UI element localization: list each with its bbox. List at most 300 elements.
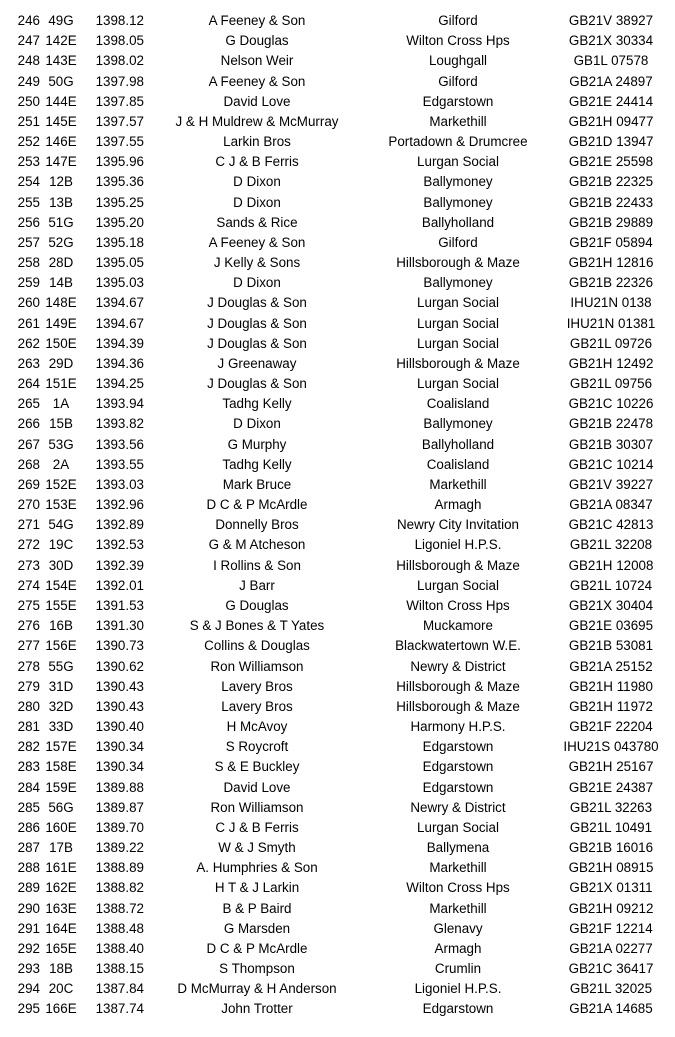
- ring-number: GB21A 14685: [569, 1001, 653, 1017]
- table-row: [0, 132, 675, 152]
- position: 286: [17, 819, 40, 835]
- ring-number: GB21A 02277: [569, 940, 653, 956]
- ring-number: GB21H 08915: [568, 860, 654, 876]
- velocity: 1393.94: [95, 396, 144, 412]
- ring-number: GB21B 16016: [568, 840, 654, 856]
- position: 287: [17, 840, 40, 856]
- fancier-name: A Feeney & Son: [208, 13, 306, 28]
- club-name: Hillsborough & Maze: [396, 255, 520, 271]
- table-row: [0, 152, 675, 172]
- position: 277: [17, 638, 40, 654]
- fancier-name: D McMurray & H Anderson: [177, 981, 337, 997]
- fancier-name: G Douglas: [225, 33, 289, 49]
- position: 269: [17, 476, 40, 492]
- section-code: 150E: [45, 335, 77, 351]
- table-row: [0, 717, 675, 737]
- fancier-name: Nelson Weir: [220, 53, 294, 69]
- fancier-name: John Trotter: [221, 1001, 293, 1017]
- ring-number: GB21D 13947: [568, 134, 654, 150]
- section-code: 1A: [52, 396, 70, 412]
- ring-number: GB21C 10214: [568, 456, 654, 472]
- section-code: 144E: [45, 93, 77, 109]
- fancier-name: J Barr: [239, 577, 275, 593]
- velocity: 1395.05: [95, 255, 144, 271]
- section-code: 158E: [45, 759, 77, 775]
- section-code: 14B: [49, 275, 73, 291]
- club-name: Ligoniel H.P.S.: [414, 981, 502, 997]
- velocity: 1395.36: [95, 174, 144, 190]
- velocity: 1390.73: [95, 638, 144, 654]
- ring-number: GB21B 30307: [568, 436, 654, 452]
- velocity: 1391.30: [95, 618, 144, 634]
- club-name: Edgarstown: [422, 739, 494, 755]
- position: 266: [17, 416, 40, 432]
- section-code: 18B: [49, 961, 73, 977]
- position: 281: [17, 719, 40, 735]
- ring-number: GB21V 39227: [568, 476, 654, 492]
- position: 275: [17, 597, 40, 613]
- fancier-name: J Douglas & Son: [207, 315, 307, 331]
- fancier-name: W & J Smyth: [218, 840, 296, 856]
- fancier-name: D Dixon: [233, 194, 281, 210]
- fancier-name: D Dixon: [233, 174, 281, 190]
- club-name: Hillsborough & Maze: [396, 678, 520, 694]
- table-row: [0, 818, 675, 838]
- position: 284: [17, 779, 40, 795]
- ring-number: GB21A 08347: [569, 497, 653, 513]
- section-code: 153E: [45, 497, 77, 513]
- position: 283: [17, 759, 40, 775]
- table-row: [0, 233, 675, 253]
- velocity: 1388.82: [95, 880, 144, 896]
- velocity: 1390.40: [95, 719, 144, 735]
- table-row: [0, 92, 675, 112]
- fancier-name: Lavery Bros: [221, 678, 293, 694]
- table-row: [0, 899, 675, 919]
- ring-number: GB21B 22478: [568, 416, 654, 432]
- position: 273: [17, 557, 40, 573]
- position: 295: [17, 1001, 40, 1017]
- position: 276: [17, 618, 40, 634]
- position: 288: [17, 860, 40, 876]
- club-name: Portadown & Drumcree: [388, 134, 528, 150]
- ring-number: IHU21N 01381: [566, 315, 656, 331]
- velocity: 1395.25: [95, 194, 144, 210]
- table-row: [0, 495, 675, 515]
- ring-number: GB21B 22433: [568, 194, 654, 210]
- position: 265: [17, 396, 40, 412]
- fancier-name: D Dixon: [233, 275, 281, 291]
- position: 252: [17, 134, 40, 150]
- club-name: Glenavy: [433, 920, 483, 936]
- club-name: Ballymena: [426, 840, 490, 856]
- ring-number: GB21C 42813: [568, 517, 654, 533]
- fancier-name: D C & P McArdle: [206, 940, 308, 956]
- fancier-name: A Feeney & Son: [208, 234, 306, 250]
- club-name: Lurgan Social: [417, 335, 499, 351]
- ring-number: GB21X 30334: [568, 33, 654, 49]
- club-name: Edgarstown: [422, 1001, 494, 1017]
- position: 294: [17, 981, 40, 997]
- club-name: Edgarstown: [422, 759, 494, 775]
- ring-number: GB21H 09212: [568, 900, 654, 916]
- ring-number: GB21L 32208: [569, 537, 653, 553]
- position: 290: [17, 900, 40, 916]
- section-code: 31D: [48, 678, 74, 694]
- table-row: [0, 435, 675, 455]
- ring-number: GB21A 24897: [569, 73, 653, 89]
- section-code: 53G: [48, 436, 74, 452]
- velocity: 1389.70: [95, 819, 144, 835]
- club-name: Crumlin: [434, 961, 482, 977]
- position: 262: [17, 335, 40, 351]
- club-name: Ligoniel H.P.S.: [414, 537, 502, 553]
- fancier-name: Larkin Bros: [223, 134, 291, 150]
- section-code: 142E: [45, 33, 77, 49]
- club-name: Loughgall: [428, 53, 488, 69]
- fancier-name: Mark Bruce: [222, 476, 292, 492]
- table-row: [0, 677, 675, 697]
- position: 285: [17, 799, 40, 815]
- position: 293: [17, 961, 40, 977]
- velocity: 1388.89: [95, 860, 144, 876]
- velocity: 1389.88: [95, 779, 144, 795]
- ring-number: IHU21N 0138: [570, 295, 652, 311]
- club-name: Hillsborough & Maze: [396, 557, 520, 573]
- club-name: Lurgan Social: [417, 376, 499, 392]
- section-code: 152E: [45, 476, 77, 492]
- table-row: [0, 51, 675, 71]
- ring-number: GB21L 32263: [569, 799, 653, 815]
- velocity: 1394.67: [95, 295, 144, 311]
- velocity: 1394.39: [95, 335, 144, 351]
- fancier-name: Collins & Douglas: [204, 638, 310, 654]
- position: 270: [17, 497, 40, 513]
- velocity: 1394.36: [95, 355, 144, 371]
- table-row: [0, 31, 675, 51]
- table-row: [0, 72, 675, 92]
- fancier-name: S & J Bones & T Yates: [189, 618, 325, 634]
- club-name: Armagh: [434, 940, 482, 956]
- club-name: Harmony H.P.S.: [410, 719, 506, 735]
- table-row: [0, 657, 675, 677]
- velocity: 1395.18: [95, 234, 144, 250]
- position: 263: [17, 355, 40, 371]
- velocity: 1393.03: [95, 476, 144, 492]
- club-name: Ballyholland: [421, 214, 495, 230]
- position: 248: [17, 53, 40, 69]
- section-code: 29D: [48, 355, 74, 371]
- club-name: Muckamore: [423, 618, 493, 634]
- section-code: 156E: [45, 638, 77, 654]
- velocity: 1395.96: [95, 154, 144, 170]
- section-code: 146E: [45, 134, 77, 150]
- fancier-name: C J & B Ferris: [215, 154, 299, 170]
- position: 257: [17, 234, 40, 250]
- section-code: 30D: [48, 557, 74, 573]
- fancier-name: Sands & Rice: [216, 214, 298, 230]
- section-code: 162E: [45, 880, 77, 896]
- table-row: [0, 959, 675, 979]
- section-code: 154E: [45, 577, 77, 593]
- fancier-name: J Douglas & Son: [207, 295, 307, 311]
- fancier-name: Donnelly Bros: [215, 517, 299, 533]
- velocity: 1390.43: [95, 678, 144, 694]
- ring-number: GB21F 22204: [569, 719, 653, 735]
- position: 268: [17, 456, 40, 472]
- section-code: 54G: [48, 517, 74, 533]
- velocity: 1392.39: [95, 557, 144, 573]
- section-code: 16B: [49, 618, 73, 634]
- club-name: Coalisland: [426, 396, 490, 412]
- ring-number: GB1L 07578: [573, 53, 649, 69]
- section-code: 13B: [49, 194, 73, 210]
- position: 271: [17, 517, 40, 533]
- club-name: Hillsborough & Maze: [396, 698, 520, 714]
- ring-number: GB21H 11980: [569, 678, 653, 694]
- table-row: [0, 979, 675, 999]
- table-row: [0, 354, 675, 374]
- velocity: 1392.01: [95, 577, 144, 593]
- table-row: [0, 919, 675, 939]
- table-row: [0, 697, 675, 717]
- club-name: Ballyholland: [421, 436, 495, 452]
- table-row: [0, 314, 675, 334]
- fancier-name: J Douglas & Son: [207, 335, 307, 351]
- fancier-name: S & E Buckley: [214, 759, 300, 775]
- velocity: 1397.98: [95, 73, 144, 89]
- position: 280: [17, 698, 40, 714]
- velocity: 1393.56: [95, 436, 144, 452]
- club-name: Edgarstown: [422, 93, 494, 109]
- table-row: [0, 455, 675, 475]
- position: 247: [17, 33, 40, 49]
- fancier-name: D C & P McArdle: [206, 497, 308, 513]
- club-name: Gilford: [438, 73, 478, 89]
- position: 253: [17, 154, 40, 170]
- section-code: 148E: [45, 295, 77, 311]
- ring-number: GB21E 25598: [568, 154, 654, 170]
- fancier-name: G Murphy: [227, 436, 287, 452]
- club-name: Markethill: [429, 113, 487, 129]
- table-row: [0, 636, 675, 656]
- section-code: 32D: [48, 698, 74, 714]
- club-name: Gilford: [438, 234, 478, 250]
- fancier-name: J Douglas & Son: [207, 376, 307, 392]
- fancier-name: B & P Baird: [222, 900, 292, 916]
- position: 292: [17, 940, 40, 956]
- section-code: 145E: [45, 113, 77, 129]
- club-name: Newry & District: [410, 658, 506, 674]
- ring-number: GB21V 38927: [568, 13, 654, 28]
- section-code: 28D: [48, 255, 74, 271]
- club-name: Newry City Invitation: [396, 517, 520, 533]
- table-row: [0, 939, 675, 959]
- section-code: 56G: [48, 799, 74, 815]
- velocity: 1388.72: [95, 900, 144, 916]
- velocity: 1393.82: [95, 416, 144, 432]
- ring-number: GB21X 30404: [568, 597, 654, 613]
- section-code: 17B: [49, 840, 73, 856]
- table-row: [0, 515, 675, 535]
- velocity: 1392.53: [95, 537, 144, 553]
- ring-number: GB21E 24414: [568, 93, 654, 109]
- club-name: Lurgan Social: [417, 577, 499, 593]
- section-code: 55G: [48, 658, 74, 674]
- ring-number: GB21B 29889: [568, 214, 654, 230]
- velocity: 1390.34: [95, 739, 144, 755]
- ring-number: GB21X 01311: [569, 880, 653, 896]
- ring-number: IHU21S 043780: [563, 739, 659, 755]
- velocity: 1394.25: [95, 376, 144, 392]
- velocity: 1397.85: [95, 93, 144, 109]
- velocity: 1389.87: [95, 799, 144, 815]
- fancier-name: C J & B Ferris: [215, 819, 299, 835]
- club-name: Wilton Cross Hps: [406, 33, 510, 49]
- club-name: Markethill: [429, 860, 487, 876]
- ring-number: GB21B 22325: [568, 174, 654, 190]
- section-code: 165E: [45, 940, 77, 956]
- section-code: 155E: [45, 597, 77, 613]
- velocity: 1397.55: [95, 134, 144, 150]
- fancier-name: J & H Muldrew & McMurray: [175, 113, 339, 129]
- ring-number: GB21F 12214: [569, 920, 653, 936]
- velocity: 1387.74: [95, 1001, 144, 1017]
- position: 260: [17, 295, 40, 311]
- fancier-name: G & M Atcheson: [208, 537, 306, 553]
- club-name: Gilford: [438, 13, 478, 28]
- club-name: Lurgan Social: [417, 819, 499, 835]
- section-code: 33D: [48, 719, 74, 735]
- ring-number: GB21L 09756: [569, 376, 653, 392]
- ring-number: GB21E 03695: [568, 618, 654, 634]
- club-name: Lurgan Social: [417, 154, 499, 170]
- club-name: Markethill: [429, 900, 487, 916]
- velocity: 1391.53: [95, 597, 144, 613]
- section-code: 52G: [48, 234, 74, 250]
- fancier-name: J Kelly & Sons: [213, 255, 301, 271]
- fancier-name: H T & J Larkin: [214, 880, 300, 896]
- club-name: Lurgan Social: [417, 295, 499, 311]
- ring-number: GB21B 22326: [568, 275, 654, 291]
- velocity: 1394.67: [95, 315, 144, 331]
- ring-number: GB21H 25167: [568, 759, 654, 775]
- table-row: [0, 737, 675, 757]
- section-code: 143E: [45, 53, 77, 69]
- table-row: [0, 374, 675, 394]
- fancier-name: David Love: [223, 93, 291, 109]
- velocity: 1395.03: [95, 275, 144, 291]
- fancier-name: J Greenaway: [217, 355, 297, 371]
- ring-number: GB21L 32025: [569, 981, 653, 997]
- ring-number: GB21H 12816: [568, 255, 654, 271]
- fancier-name: G Douglas: [225, 597, 289, 613]
- table-row: [0, 414, 675, 434]
- ring-number: GB21F 05894: [569, 234, 653, 250]
- velocity: 1389.22: [95, 840, 144, 856]
- position: 249: [17, 73, 40, 89]
- club-name: Ballymoney: [423, 194, 493, 210]
- table-row: [0, 334, 675, 354]
- table-row: [0, 112, 675, 132]
- position: 291: [17, 920, 40, 936]
- section-code: 19C: [48, 537, 74, 553]
- club-name: Ballymoney: [423, 174, 493, 190]
- position: 274: [17, 577, 40, 593]
- section-code: 50G: [48, 73, 74, 89]
- section-code: 164E: [45, 920, 77, 936]
- club-name: Coalisland: [426, 456, 490, 472]
- club-name: Edgarstown: [422, 779, 494, 795]
- section-code: 147E: [45, 154, 77, 170]
- table-row: [0, 616, 675, 636]
- position: 259: [17, 275, 40, 291]
- table-row: [0, 798, 675, 818]
- ring-number: GB21L 10491: [569, 819, 653, 835]
- velocity: 1390.62: [95, 658, 144, 674]
- fancier-name: Ron Williamson: [210, 799, 304, 815]
- section-code: 20C: [48, 981, 74, 997]
- ring-number: GB21H 11972: [569, 698, 653, 714]
- club-name: Ballymoney: [423, 275, 493, 291]
- position: 250: [17, 93, 40, 109]
- velocity: 1398.12: [95, 13, 144, 28]
- table-row: [0, 778, 675, 798]
- velocity: 1397.57: [95, 113, 144, 129]
- fancier-name: S Thompson: [219, 961, 295, 977]
- table-row: [0, 172, 675, 192]
- position: 251: [17, 113, 40, 129]
- position: 256: [17, 214, 40, 230]
- velocity: 1393.55: [95, 456, 144, 472]
- position: 279: [17, 678, 40, 694]
- fancier-name: S Roycroft: [225, 739, 289, 755]
- section-code: 151E: [45, 376, 77, 392]
- velocity: 1392.96: [95, 497, 144, 513]
- table-row: [0, 253, 675, 273]
- section-code: 159E: [45, 779, 77, 795]
- position: 254: [17, 174, 40, 190]
- position: 255: [17, 194, 40, 210]
- table-row: [0, 535, 675, 555]
- velocity: 1390.34: [95, 759, 144, 775]
- position: 258: [17, 255, 40, 271]
- position: 264: [17, 376, 40, 392]
- table-row: [0, 999, 675, 1019]
- club-name: Wilton Cross Hps: [406, 597, 510, 613]
- fancier-name: David Love: [223, 779, 291, 795]
- section-code: 160E: [45, 819, 77, 835]
- velocity: 1390.43: [95, 698, 144, 714]
- club-name: Hillsborough & Maze: [396, 355, 520, 371]
- section-code: 49G: [48, 13, 74, 28]
- fancier-name: G Marsden: [223, 920, 291, 936]
- velocity: 1388.15: [95, 961, 144, 977]
- position: 272: [17, 537, 40, 553]
- club-name: Ballymoney: [423, 416, 493, 432]
- ring-number: GB21B 53081: [568, 638, 654, 654]
- position: 289: [17, 880, 40, 896]
- velocity: 1387.84: [95, 981, 144, 997]
- table-row: [0, 11, 675, 31]
- velocity: 1392.89: [95, 517, 144, 533]
- fancier-name: A. Humphries & Son: [196, 860, 318, 876]
- position: 246: [17, 13, 40, 28]
- ring-number: GB21L 10724: [569, 577, 653, 593]
- ring-number: GB21H 09477: [568, 113, 654, 129]
- table-row: [0, 293, 675, 313]
- section-code: 149E: [45, 315, 77, 331]
